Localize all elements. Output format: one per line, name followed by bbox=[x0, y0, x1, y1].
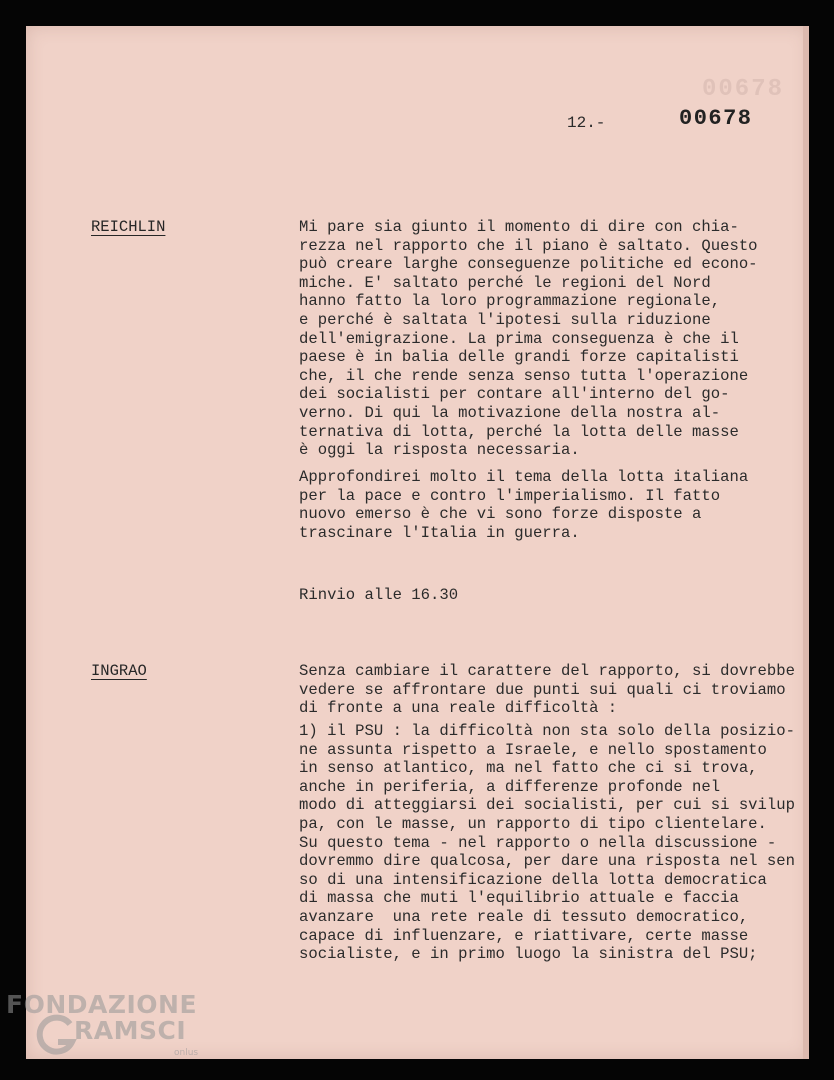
paragraph-reichlin-1 bbox=[299, 218, 814, 460]
page-number: 12.- bbox=[567, 114, 606, 132]
text-line: so di una intensificazione della lotta democratica bbox=[299, 870, 767, 889]
text-line: Mi pare sia giunto il momento di dire con chia- bbox=[299, 218, 739, 236]
text-line: rezza nel rapporto che il piano è saltato. Questo bbox=[299, 236, 758, 255]
text-line: hanno fatto la loro programmazione regionale, bbox=[299, 292, 721, 311]
text-line: pa, con le masse, un rapporto di tipo clientelare. bbox=[299, 814, 767, 833]
text-line: è oggi la risposta necessaria. bbox=[299, 441, 580, 460]
paragraph-ingrao-1 bbox=[299, 662, 814, 718]
text-line: dovremmo dire qualcosa, per dare una risposta nel sen bbox=[299, 852, 795, 871]
bleed-through-number: 00678 bbox=[702, 76, 785, 103]
text-line: che, il che rende senza senso tutta l'operazione bbox=[299, 366, 749, 385]
text-line: in senso atlantico, ma nel fatto che ci si trova, bbox=[299, 759, 758, 778]
text-line: Senza cambiare il carattere del rapporto, si dovrebbe bbox=[299, 662, 795, 680]
speaker-ingrao: INGRAO bbox=[91, 662, 147, 680]
document-page bbox=[26, 26, 809, 1059]
watermark-line2: RAMSCI bbox=[74, 1016, 187, 1045]
text-line: Su questo tema - nel rapporto o nella discussione - bbox=[299, 833, 777, 852]
text-line: ternativa di lotta, perché la lotta delle masse bbox=[299, 422, 739, 441]
text-line: 1) il PSU : la difficoltà non sta solo della posizio- bbox=[299, 722, 795, 740]
text-line: verno. Di qui la motivazione della nostra al- bbox=[299, 403, 721, 422]
speaker-reichlin: REICHLIN bbox=[91, 218, 166, 236]
fondazione-gramsci-watermark bbox=[6, 990, 216, 1070]
text-line: e perché è saltata l'ipotesi sulla riduzione bbox=[299, 310, 711, 329]
text-line: modo di atteggiarsi dei socialisti, per cui si svilup bbox=[299, 796, 795, 815]
paragraph-ingrao-2 bbox=[299, 722, 814, 964]
paragraph-reichlin-2 bbox=[299, 468, 814, 542]
watermark-subtitle: onlus bbox=[174, 1048, 199, 1058]
text-line: vedere se affrontare due punti sui quali ci troviamo bbox=[299, 680, 786, 699]
text-line: socialiste, e in primo luogo la sinistra del PSU; bbox=[299, 945, 758, 964]
text-line: per la pace e contro l'imperialismo. Il fatto bbox=[299, 486, 721, 505]
text-line: di fronte a una reale difficoltà : bbox=[299, 699, 618, 718]
text-line: Approfondirei molto il tema della lotta italiana bbox=[299, 468, 749, 486]
text-line: dei socialisti per contare all'interno del go- bbox=[299, 385, 730, 404]
text-line: capace di influenzare, e riattivare, certe masse bbox=[299, 926, 749, 945]
text-line: Rinvio alle 16.30 bbox=[299, 586, 459, 604]
text-line: avanzare una rete reale di tessuto democratico, bbox=[299, 907, 749, 926]
gramsci-g-logo-icon bbox=[34, 1014, 78, 1058]
watermark-line1: FONDAZIONE bbox=[6, 990, 198, 1019]
text-line: anche in periferia, a differenze profonde nel bbox=[299, 777, 721, 796]
paragraph-adjournment bbox=[299, 586, 814, 605]
text-line: può creare larghe conseguenze politiche ed econo- bbox=[299, 255, 758, 274]
text-line: di massa che muti l'equilibrio attuale e faccia bbox=[299, 889, 739, 908]
text-line: miche. E' saltato perché le regioni del Nord bbox=[299, 273, 711, 292]
document-number: 00678 bbox=[679, 106, 753, 131]
text-line: trascinare l'Italia in guerra. bbox=[299, 523, 580, 542]
text-line: ne assunta rispetto a Israele, e nello spostamento bbox=[299, 740, 767, 759]
text-line: dell'emigrazione. La prima conseguenza è che il bbox=[299, 329, 739, 348]
text-line: nuovo emerso è che vi sono forze disposte a bbox=[299, 505, 702, 524]
text-line: paese è in balia delle grandi forze capitalisti bbox=[299, 348, 739, 367]
